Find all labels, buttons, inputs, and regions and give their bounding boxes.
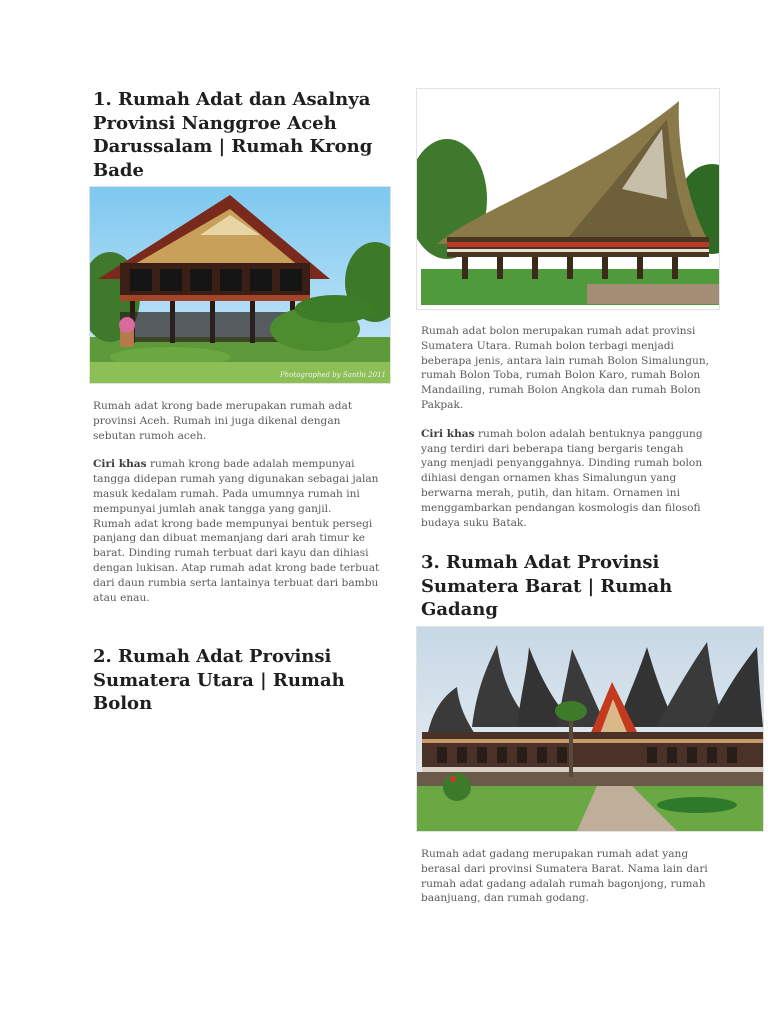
section-3-body [421, 847, 713, 906]
ciri-khas-label: Ciri khas [421, 427, 475, 440]
section-2-body [421, 324, 711, 530]
section-2-title: 2. Rumah Adat Provinsi Sumatera Utara | Rumah Bolon [93, 646, 345, 714]
section-3-paragraph-1: Rumah adat gadang merupakan rumah adat yang berasal dari provinsi Sumatera Barat. Nama lain dari rumah adat gadang adalah rumah bagonjong, rumah baanjuang, dan rumah godang. [421, 848, 708, 905]
section-1-body [93, 399, 383, 605]
section-2-paragraph-2 [421, 427, 711, 531]
photo-rumah-krong-bade [89, 186, 391, 384]
section-2-paragraph-2-text: rumah bolon adalah bentuknya panggung yang terdiri dari beberapa tiang bergaris tengah yang menjadi penyanggahnya. Dinding rumah bolon dihiasi dengan ornamen khas Simalungun yang berwarna merah, putih, dan hitam. Ornamen ini menggambarkan pendangan kosmologis dan filosofi budaya suku Batak. [421, 427, 703, 529]
ciri-khas-label: Ciri khas [93, 458, 147, 471]
section-1-paragraph-3: Rumah adat krong bade mempunyai bentuk persegi panjang dan dibuat memanjang dari arah timur ke barat. Dinding rumah terbuat dari kayu dan dihiasi dengan lukisan. Atap rumah adat krong bade terbuat dari daun rumbia serta lantainya terbuat dari bambu atau enau. [93, 517, 380, 604]
section-2-paragraph-1: Rumah adat bolon merupakan rumah adat provinsi Sumatera Utara. Rumah bolon terbagi menjadi beberapa jenis, antara lain rumah Bolon Simalungun, rumah Bolon Toba, rumah Bolon Karo, rumah Bolon Mandailing, rumah Bolon Angkola dan rumah Bolon Pakpak. [421, 325, 710, 411]
section-1-paragraph-2 [93, 457, 383, 516]
photo-rumah-bolon [416, 88, 720, 310]
section-3-title: 3. Rumah Adat Provinsi Sumatera Barat | Rumah Gadang [421, 552, 673, 620]
photo-watermark: Photographed by Santhi 2011 [279, 371, 386, 379]
section-1-paragraph-2-text: rumah krong bade adalah mempunyai tangga didepan rumah yang digunakan sebagai jalan masuk kedalam rumah. Pada umumnya rumah ini mempunyai jumlah anak tangga yang ganjil. [93, 458, 379, 515]
section-1-title: 1. Rumah Adat dan Asalnya Provinsi Nanggroe Aceh Darussalam | Rumah Krong Bade [93, 89, 373, 181]
section-1-paragraph-1: Rumah adat krong bade merupakan rumah adat provinsi Aceh. Rumah ini juga dikenal dengan sebutan rumoh aceh. [93, 400, 353, 442]
photo-rumah-gadang [416, 626, 764, 832]
